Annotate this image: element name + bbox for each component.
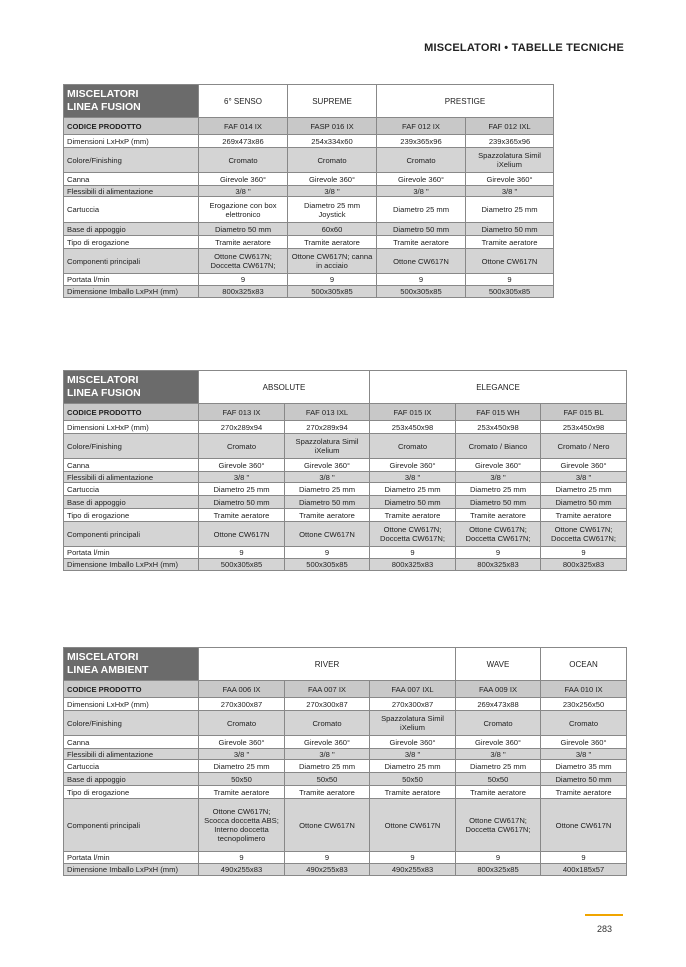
table-cell: Diametro 25 mm [285,760,370,773]
table-cell: 3/8 " [377,186,466,197]
table-title: MISCELATORI LINEA FUSION [64,371,199,404]
table-cell: Diametro 50 mm [541,496,627,509]
table-cell: FASP 016 IX [288,118,377,135]
series-header: ABSOLUTE [199,371,370,404]
table-cell: Diametro 25 mm Joystick [288,197,377,223]
table-cell: Diametro 25 mm [541,483,627,496]
table-cell: FAA 010 IX [541,681,627,698]
table-cell: 3/8 " [541,472,627,483]
table-cell: 800x325x83 [456,559,541,571]
table-cell: 50x50 [456,773,541,786]
table-cell: 3/8 " [199,749,285,760]
table-cell: FAA 009 IX [456,681,541,698]
row-label: Portata l/min [64,547,199,559]
table-cell: Diametro 50 mm [466,223,554,236]
table-row-code [64,681,627,698]
table-cell: Girevole 360° [199,173,288,186]
table-cell: Girevole 360° [199,459,285,472]
table-cell: FAF 013 IX [199,404,285,421]
table-cell: 9 [288,274,377,286]
table-row-flow-type [64,509,627,522]
table-cell: 3/8 " [285,749,370,760]
table-cell: 9 [199,852,285,864]
row-label: Colore/Finishing [64,148,199,173]
table-cell: Ottone CW617N [377,249,466,274]
table-cell: Girevole 360° [541,736,627,749]
table-row-flow-type [64,236,554,249]
table-cell: Spazzolatura Simil iXelium [370,711,456,736]
table-row-spout [64,736,627,749]
table-cell: Girevole 360° [370,736,456,749]
row-label: Cartuccia [64,197,199,223]
table-cell: 9 [466,274,554,286]
table-cell: 60x60 [288,223,377,236]
row-label: Portata l/min [64,274,199,286]
table-cell: Cromato [285,711,370,736]
table-cell: Girevole 360° [456,459,541,472]
table-cell: Cromato [199,711,285,736]
table-cell: Cromato / Bianco [456,434,541,459]
table-row-color [64,148,554,173]
table-cell: Tramite aeratore [377,236,466,249]
table-cell: 800x325x83 [199,286,288,298]
row-label: Componenti principali [64,522,199,547]
table-cell: Girevole 360° [466,173,554,186]
table-cell: Diametro 50 mm [370,496,456,509]
table-cell: 9 [370,852,456,864]
row-label: Base di appoggio [64,223,199,236]
table-cell: Ottone CW617N; canna in acciaio [288,249,377,274]
table-row-spout [64,173,554,186]
table-cell: Cromato / Nero [541,434,627,459]
row-label: Dimensione Imballo LxPxH (mm) [64,286,199,298]
table-cell: 3/8 " [288,186,377,197]
row-label: Canna [64,459,199,472]
table-cell: 490x255x83 [199,864,285,876]
table-cell: Diametro 25 mm [285,483,370,496]
table-cell: Cromato [377,148,466,173]
row-label: Componenti principali [64,249,199,274]
table-cell: Cromato [456,711,541,736]
table-row-components [64,522,627,547]
table-cell: 800x325x83 [370,559,456,571]
page-number: 283 [597,924,613,934]
table-cell: 800x325x85 [456,864,541,876]
table-cell: 239x365x96 [377,135,466,148]
table-title: MISCELATORI LINEA AMBIENT [64,648,199,681]
table-cell: Ottone CW617N [541,799,627,852]
table-cell: 270x289x94 [285,421,370,434]
table-row-components [64,799,627,852]
row-label: Componenti principali [64,799,199,852]
table-cell: 9 [285,547,370,559]
table-row-base [64,773,627,786]
table-cell: Diametro 25 mm [377,197,466,223]
table-cell: Tramite aeratore [466,236,554,249]
spec-table-fusion-2 [63,370,627,571]
table-cell: Girevole 360° [288,173,377,186]
table-title: MISCELATORI LINEA FUSION [64,85,199,118]
table-cell: 253x450x98 [370,421,456,434]
table-row-dimensions [64,698,627,711]
table-row-cartridge [64,197,554,223]
table-cell: 3/8 " [199,186,288,197]
table-row-hoses [64,749,627,760]
table-row-package [64,864,627,876]
table-cell: 500x305x85 [377,286,466,298]
table-cell: Diametro 50 mm [199,496,285,509]
table-cell: 3/8 " [466,186,554,197]
table-cell: Ottone CW617N [285,522,370,547]
table-cell: Girevole 360° [456,736,541,749]
table-cell: Ottone CW617N; Scocca doccetta ABS; Interno doccetta tecnopolimero [199,799,285,852]
row-label: Tipo di erogazione [64,786,199,799]
table-cell: Diametro 25 mm [456,483,541,496]
table-cell: Tramite aeratore [456,509,541,522]
table-cell: 270x300x87 [199,698,285,711]
table-cell: Ottone CW617N; Doccetta CW617N; [456,799,541,852]
table-cell: Girevole 360° [199,736,285,749]
row-label: Dimensione Imballo LxPxH (mm) [64,864,199,876]
table-row-spout [64,459,627,472]
table-cell: Spazzolatura Simil iXelium [466,148,554,173]
row-label: Canna [64,173,199,186]
table-cell: 269x473x86 [199,135,288,148]
table-cell: Ottone CW617N; Doccetta CW617N; [370,522,456,547]
table-row-components [64,249,554,274]
table-cell: 9 [456,547,541,559]
table-cell: Diametro 50 mm [199,223,288,236]
table-cell: 230x256x50 [541,698,627,711]
table-row-hoses [64,472,627,483]
series-header: PRESTIGE [377,85,554,118]
table-cell: Tramite aeratore [541,786,627,799]
table-cell: Diametro 25 mm [466,197,554,223]
table-cell: Diametro 25 mm [199,760,285,773]
table-cell: FAF 015 IX [370,404,456,421]
row-label: Portata l/min [64,852,199,864]
table-cell: 500x305x85 [466,286,554,298]
table-cell: FAF 014 IX [199,118,288,135]
table-row-dimensions [64,421,627,434]
table-cell: 800x325x83 [541,559,627,571]
table-cell: Girevole 360° [285,736,370,749]
table-cell: Tramite aeratore [285,786,370,799]
table-cell: Tramite aeratore [285,509,370,522]
table-cell: 270x289x94 [199,421,285,434]
table-cell: Ottone CW617N [199,522,285,547]
table-cell: FAF 012 IXL [466,118,554,135]
table-cell: 3/8 " [370,472,456,483]
series-header: 6° SENSO [199,85,288,118]
row-label: Cartuccia [64,483,199,496]
table-row-flow-rate [64,852,627,864]
table-cell: Diametro 25 mm [370,483,456,496]
table-row-package [64,559,627,571]
page-header-title: MISCELATORI • TABELLE TECNICHE [424,42,624,54]
row-label: Canna [64,736,199,749]
table-cell: Ottone CW617N; Doccetta CW617N; [456,522,541,547]
table-cell: 50x50 [285,773,370,786]
table-cell: 9 [199,547,285,559]
table-cell: 500x305x85 [285,559,370,571]
table-cell: 500x305x85 [288,286,377,298]
table-cell: 9 [370,547,456,559]
table-cell: Girevole 360° [541,459,627,472]
table-cell: Ottone CW617N; Doccetta CW617N; [541,522,627,547]
series-header: RIVER [199,648,456,681]
table-cell: 270x300x87 [370,698,456,711]
table-cell: Tramite aeratore [541,509,627,522]
row-label: Flessibili di alimentazione [64,749,199,760]
table-cell: Ottone CW617N [466,249,554,274]
table-cell: 50x50 [199,773,285,786]
table-cell: Spazzolatura Simil iXelium [285,434,370,459]
table-cell: FAA 006 IX [199,681,285,698]
row-label: Dimensione Imballo LxPxH (mm) [64,559,199,571]
table-row-code [64,404,627,421]
table-cell: Tramite aeratore [199,509,285,522]
table-cell: Cromato [288,148,377,173]
row-label: CODICE PRODOTTO [64,681,199,698]
table-cell: Cromato [541,711,627,736]
table-cell: 400x185x57 [541,864,627,876]
row-label: Tipo di erogazione [64,509,199,522]
table-cell: Diametro 25 mm [199,483,285,496]
table-cell: 490x255x83 [285,864,370,876]
table-cell: 9 [199,274,288,286]
table-cell: 3/8 " [456,472,541,483]
table-cell: 269x473x88 [456,698,541,711]
table-cell: Tramite aeratore [288,236,377,249]
table-row-flow-type [64,786,627,799]
table-cell: Tramite aeratore [370,786,456,799]
table-cell: Girevole 360° [285,459,370,472]
table-cell: Ottone CW617N [285,799,370,852]
table-cell: Cromato [199,148,288,173]
table-cell: Girevole 360° [377,173,466,186]
table-cell: FAF 012 IX [377,118,466,135]
row-label: Colore/Finishing [64,711,199,736]
table-cell: Diametro 25 mm [456,760,541,773]
table-cell: Tramite aeratore [199,236,288,249]
row-label: Dimensioni LxHxP (mm) [64,135,199,148]
series-header: ELEGANCE [370,371,627,404]
table-row-dimensions [64,135,554,148]
row-label: Base di appoggio [64,773,199,786]
table-row-flow-rate [64,547,627,559]
table-cell: 254x334x60 [288,135,377,148]
table-cell: 253x450x98 [541,421,627,434]
table-cell: 9 [541,547,627,559]
row-label: Dimensioni LxHxP (mm) [64,698,199,711]
series-header: WAVE [456,648,541,681]
table-cell: 9 [377,274,466,286]
row-label: Colore/Finishing [64,434,199,459]
row-label: Tipo di erogazione [64,236,199,249]
row-label: Flessibili di alimentazione [64,186,199,197]
table-cell: 3/8 " [199,472,285,483]
table-cell: Cromato [199,434,285,459]
table-row-package [64,286,554,298]
table-cell: 253x450x98 [456,421,541,434]
table-cell: Diametro 35 mm [541,760,627,773]
table-row-cartridge [64,483,627,496]
table-cell: 9 [456,852,541,864]
row-label: Cartuccia [64,760,199,773]
table-cell: 3/8 " [541,749,627,760]
table-cell: 3/8 " [370,749,456,760]
row-label: CODICE PRODOTTO [64,404,199,421]
row-label: Base di appoggio [64,496,199,509]
table-cell: Diametro 50 mm [377,223,466,236]
table-cell: FAF 015 WH [456,404,541,421]
table-cell: Tramite aeratore [199,786,285,799]
table-cell: Girevole 360° [370,459,456,472]
series-header: OCEAN [541,648,627,681]
spec-table-fusion-1 [63,84,554,298]
table-cell: Diametro 50 mm [285,496,370,509]
table-row-color [64,711,627,736]
table-cell: 270x300x87 [285,698,370,711]
table-row-base [64,496,627,509]
table-cell: 9 [541,852,627,864]
table-cell: 490x255x83 [370,864,456,876]
table-cell: Erogazione con box elettronico [199,197,288,223]
row-label: CODICE PRODOTTO [64,118,199,135]
table-row-base [64,223,554,236]
table-cell: Ottone CW617N; Doccetta CW617N; [199,249,288,274]
table-cell: Diametro 25 mm [370,760,456,773]
table-cell: 239x365x96 [466,135,554,148]
table-cell: Cromato [370,434,456,459]
table-cell: 500x305x85 [199,559,285,571]
table-cell: 9 [285,852,370,864]
row-label: Dimensioni LxHxP (mm) [64,421,199,434]
table-cell: 3/8 " [456,749,541,760]
table-cell: Ottone CW617N [370,799,456,852]
table-cell: Diametro 50 mm [541,773,627,786]
table-cell: FAF 013 IXL [285,404,370,421]
table-row-color [64,434,627,459]
table-row-hoses [64,186,554,197]
table-cell: Tramite aeratore [370,509,456,522]
table-cell: FAA 007 IXL [370,681,456,698]
table-cell: Diametro 50 mm [456,496,541,509]
series-header: SUPREME [288,85,377,118]
row-label: Flessibili di alimentazione [64,472,199,483]
table-row-code [64,118,554,135]
table-cell: 50x50 [370,773,456,786]
table-cell: Tramite aeratore [456,786,541,799]
table-row-flow-rate [64,274,554,286]
table-cell: FAA 007 IX [285,681,370,698]
page-number-rule [585,914,623,916]
spec-table-ambient [63,647,627,876]
table-cell: 3/8 " [285,472,370,483]
table-cell: FAF 015 BL [541,404,627,421]
table-row-cartridge [64,760,627,773]
